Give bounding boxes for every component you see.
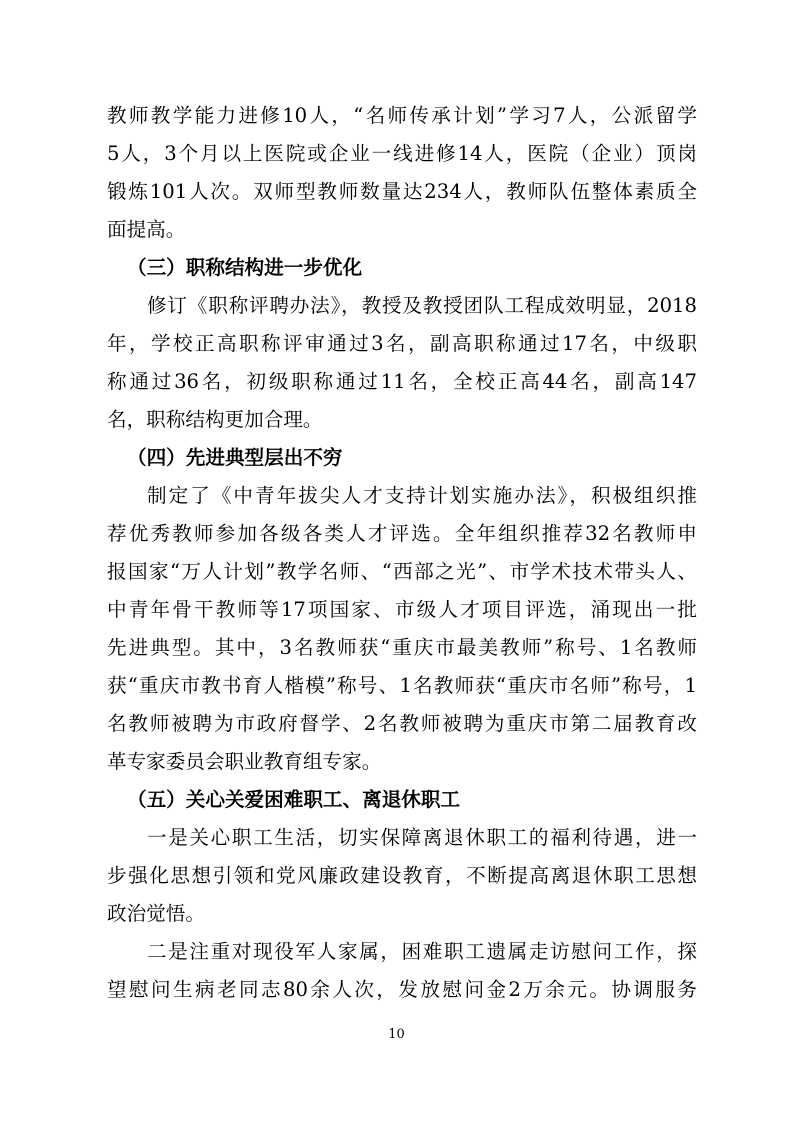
paragraph-line: 中青年骨干教师等17项国家、市级人才项目评选，涌现出一批	[107, 598, 697, 621]
paragraph-line: 年，学校正高职称评审通过3名，副高职称通过17名，中级职	[107, 332, 697, 355]
paragraph-line: 教师教学能力进修10人，“名师传承计划”学习7人，公派留学	[107, 104, 697, 127]
paragraph-line: 修订《职称评聘办法》，教授及教授团队工程成效明显，2018	[147, 294, 697, 317]
document-body	[107, 97, 697, 1009]
page-number: 10	[388, 1027, 405, 1042]
section-heading: （三）职称结构进一步优化	[127, 256, 363, 279]
section-heading: （五）关心关爱困难职工、离退休职工	[127, 788, 461, 811]
paragraph-line: 先进典型。其中，3名教师获“重庆市最美教师”称号、1名教师	[107, 636, 697, 659]
paragraph-line: 步强化思想引领和党风廉政建设教育，不断提高离退休职工思想	[107, 864, 697, 887]
paragraph-line: 称通过36名，初级职称通过11名，全校正高44名，副高147	[107, 370, 697, 393]
paragraph-line: 报国家“万人计划”教学名师、“西部之光”、市学术技术带头人、	[107, 560, 697, 583]
paragraph-line: 5人，3个月以上医院或企业一线进修14人，医院（企业）顶岗	[107, 142, 697, 165]
paragraph-line: 政治觉悟。	[107, 902, 205, 925]
paragraph-line: 名，职称结构更加合理。	[107, 408, 323, 431]
paragraph-line: 望慰问生病老同志80余人次，发放慰问金2万余元。协调服务	[107, 978, 697, 1001]
paragraph-line: 二是注重对现役军人家属，困难职工遗属走访慰问工作，探	[147, 940, 697, 963]
paragraph-line: 一是关心职工生活，切实保障离退休职工的福利待遇，进一	[147, 826, 697, 849]
paragraph-line: 名教师被聘为市政府督学、2名教师被聘为重庆市第二届教育改	[107, 712, 697, 735]
paragraph-line: 获“重庆市教书育人楷模”称号、1名教师获“重庆市名师”称号，1	[107, 674, 697, 697]
section-heading: （四）先进典型层出不穷	[127, 446, 343, 469]
paragraph-line: 面提高。	[107, 218, 186, 241]
paragraph-line: 荐优秀教师参加各级各类人才评选。全年组织推荐32名教师申	[107, 522, 697, 545]
paragraph-line: 制定了《中青年拔尖人才支持计划实施办法》，积极组织推	[147, 484, 697, 507]
paragraph-line: 革专家委员会职业教育组专家。	[107, 750, 382, 773]
paragraph-line: 锻炼101人次。双师型教师数量达234人，教师队伍整体素质全	[107, 180, 697, 203]
